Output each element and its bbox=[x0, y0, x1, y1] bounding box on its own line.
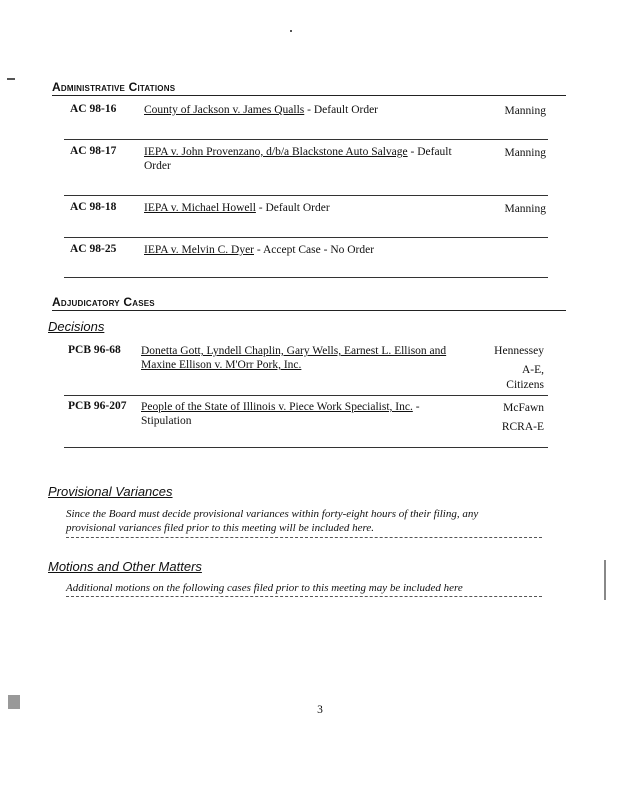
case-description bbox=[144, 145, 484, 173]
case-category: RCRA-E bbox=[501, 421, 544, 433]
staff-assigned: Hennessey bbox=[494, 345, 544, 357]
case-action: - Default Order bbox=[255, 202, 330, 214]
case-title-link[interactable]: IEPA v. John Provenzano, d/b/a Blackstone Auto Salvage bbox=[144, 146, 408, 158]
case-dash: - bbox=[412, 401, 420, 413]
case-description bbox=[144, 103, 484, 117]
section-divider bbox=[66, 596, 542, 597]
case-description bbox=[141, 344, 471, 372]
case-code: PCB 96-207 bbox=[68, 400, 127, 412]
staff-assigned: Manning bbox=[504, 105, 546, 117]
case-title-link[interactable]: IEPA v. Michael Howell bbox=[144, 202, 256, 214]
row-divider bbox=[64, 447, 548, 448]
case-action: Stipulation bbox=[141, 415, 192, 427]
row-divider bbox=[64, 237, 548, 238]
case-title-link[interactable]: People of the State of Illinois v. Piece Work Specialist, Inc. bbox=[141, 401, 413, 413]
case-action-cont: Order bbox=[144, 160, 171, 172]
case-code: AC 98-25 bbox=[70, 243, 117, 255]
scan-speck bbox=[290, 30, 292, 32]
case-description bbox=[141, 400, 471, 428]
case-action: - Accept Case - No Order bbox=[254, 244, 375, 256]
row-divider bbox=[64, 195, 548, 196]
note-line: provisional variances filed prior to this meeting will be included here. bbox=[66, 522, 375, 534]
motions-note: Additional motions on the following cases filed prior to this meeting may be included here bbox=[66, 582, 463, 594]
case-code: PCB 96-68 bbox=[68, 344, 121, 356]
case-title-link[interactable]: County of Jackson v. James Qualls bbox=[144, 104, 305, 116]
section-divider bbox=[66, 537, 542, 538]
case-description bbox=[144, 243, 484, 257]
case-category-cont: Citizens bbox=[506, 379, 544, 391]
staff-assigned: Manning bbox=[504, 203, 546, 215]
row-divider bbox=[64, 139, 548, 140]
staff-assigned: Manning bbox=[504, 147, 546, 159]
case-action: - Default bbox=[407, 146, 452, 158]
administrative-citations-heading: Administrative Citations bbox=[52, 80, 566, 96]
case-code: AC 98-17 bbox=[70, 145, 117, 157]
note-line: Since the Board must decide provisional variances within forty-eight hours of their filing, any bbox=[66, 508, 479, 520]
case-category: A-E, bbox=[521, 364, 544, 376]
scan-speck bbox=[8, 695, 20, 709]
provisional-variances-heading: Provisional Variances bbox=[48, 484, 173, 499]
row-divider bbox=[64, 277, 548, 278]
page-number: 3 bbox=[317, 704, 323, 716]
case-title-link[interactable]: Donetta Gott, Lyndell Chaplin, Gary Wells, Earnest L. Ellison and bbox=[141, 345, 447, 357]
motions-heading: Motions and Other Matters bbox=[48, 559, 202, 574]
scan-speck bbox=[7, 78, 15, 80]
case-code: AC 98-18 bbox=[70, 201, 117, 213]
case-title-link-cont[interactable]: Maxine Ellison v. M'Orr Pork, Inc. bbox=[141, 359, 302, 371]
scan-speck bbox=[604, 560, 606, 600]
case-description bbox=[144, 201, 484, 215]
decisions-heading: Decisions bbox=[48, 319, 105, 334]
staff-assigned: McFawn bbox=[503, 402, 544, 414]
adjudicatory-cases-heading: Adjudicatory Cases bbox=[52, 295, 566, 311]
provisional-variances-note bbox=[66, 507, 544, 535]
case-code: AC 98-16 bbox=[70, 103, 117, 115]
case-action: - Default Order bbox=[304, 104, 379, 116]
row-divider bbox=[64, 395, 548, 396]
case-title-link[interactable]: IEPA v. Melvin C. Dyer bbox=[144, 244, 254, 256]
